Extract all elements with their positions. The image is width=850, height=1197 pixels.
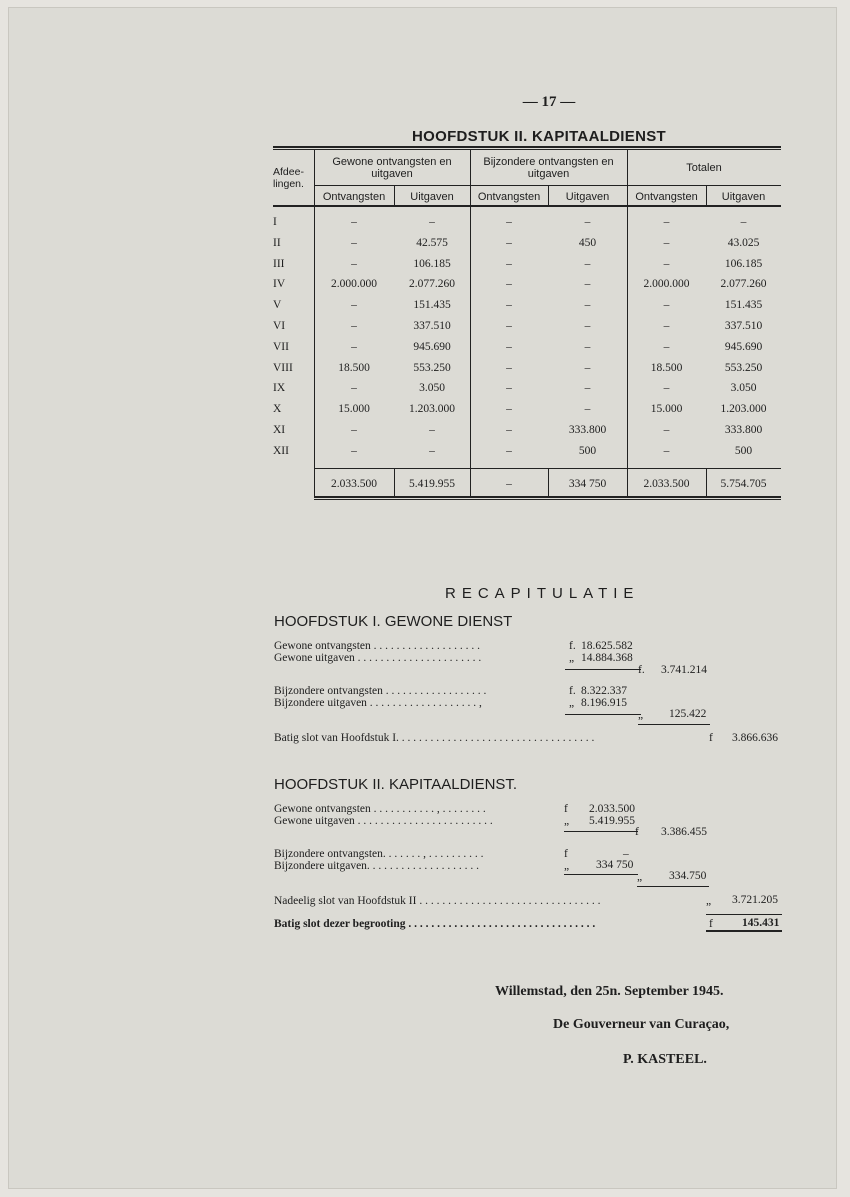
- table-cell: 18.500: [650, 362, 683, 374]
- header-totalen: Totalen: [686, 162, 722, 174]
- header-gewone: Gewone ontvangsten en uitgaven: [332, 156, 452, 180]
- total-cell: 334 750: [568, 478, 607, 490]
- section-2-title: HOOFDSTUK II. KAPITAALDIENST.: [274, 776, 518, 793]
- table-cell: –: [506, 278, 512, 290]
- s2-bijzondere-uitgaven-label: Bijzondere uitgaven. . . . . . . . . . . . . . . . . . . .: [274, 860, 480, 872]
- table-cell: –: [506, 237, 512, 249]
- table-cell: –: [663, 320, 670, 332]
- table-cell: 42.575: [416, 237, 448, 249]
- s1-l1-prefix: f.: [569, 640, 576, 652]
- table-cell: 450: [578, 237, 597, 249]
- table-cell: 15.000: [338, 403, 370, 415]
- row-label: XI: [273, 424, 286, 436]
- table-cell: –: [663, 445, 670, 457]
- table-cell: 106.185: [724, 258, 763, 270]
- table-cell: 106.185: [413, 258, 451, 270]
- s1-sum-rule-3: [638, 724, 710, 725]
- s2-l1-value: 2.033.500: [589, 803, 635, 815]
- sub-ontvangsten-gewone: Ontvangsten: [322, 191, 386, 203]
- table-cell: –: [506, 424, 512, 436]
- s2-gewone-ontvangsten-label: Gewone ontvangsten . . . . . . . . . . . , . . . . . . . .: [274, 803, 486, 815]
- s1-l3-prefix: f.: [569, 685, 576, 697]
- total-cell: 2.033.500: [643, 478, 690, 490]
- table-cell: 1.203.000: [409, 403, 455, 415]
- governor-role: De Gouverneur van Curaçao,: [553, 1017, 730, 1032]
- table-cell: –: [663, 382, 670, 394]
- row-label: III: [273, 258, 285, 270]
- s1-sub1-value: 3.741.214: [661, 664, 707, 676]
- table-cell: –: [740, 216, 747, 228]
- s2-l1-prefix: f: [564, 803, 568, 815]
- s2-sum-rule-2: [564, 874, 638, 875]
- table-cell: –: [663, 299, 670, 311]
- batig-begrooting-prefix: f: [709, 918, 713, 930]
- table-cell: –: [584, 320, 591, 332]
- total-cell: 5.419.955: [409, 478, 455, 490]
- table-cell: –: [351, 258, 357, 270]
- table-cell: –: [584, 362, 591, 374]
- s1-sub2-value: 125.422: [669, 708, 707, 720]
- s2-gewone-uitgaven-label: Gewone uitgaven . . . . . . . . . . . . . . . . . . . . . . . .: [274, 815, 493, 827]
- header-bijzondere: Bijzondere ontvangsten en uitgaven: [483, 156, 614, 180]
- batig-slot-begrooting-label: Batig slot dezer begrooting . . . . . . . . . . . . . . . . . . . . . . . . . . . . . . . . .: [274, 918, 596, 930]
- table-cell: 151.435: [413, 299, 451, 311]
- s2-l3-value: –: [623, 848, 629, 860]
- table-cell: –: [584, 216, 591, 228]
- table-cell: –: [351, 445, 357, 457]
- table-cell: 1.203.000: [720, 403, 767, 415]
- final-rule-bottom: [706, 930, 782, 932]
- s2-sum-rule-1: [564, 831, 638, 832]
- row-label: IX: [273, 382, 286, 394]
- s1-batig-value: 3.866.636: [732, 732, 778, 744]
- s2-l4-value: 334 750: [596, 859, 634, 871]
- table-cell: –: [351, 424, 357, 436]
- table-cell: –: [584, 278, 591, 290]
- total-cell: –: [506, 478, 512, 490]
- table-cell: 2.000.000: [643, 278, 690, 290]
- s2-sub2-prefix: „: [637, 871, 643, 883]
- table-cell: –: [506, 445, 512, 457]
- s1-sum-rule-1: [565, 669, 641, 670]
- table-cell: –: [584, 258, 591, 270]
- document-page: [9, 8, 836, 1188]
- row-label: II: [273, 237, 281, 249]
- table-cell: 553.250: [724, 362, 763, 374]
- table-cell: 43.025: [727, 237, 760, 249]
- total-cell: 5.754.705: [720, 478, 767, 490]
- table-cell: 3.050: [419, 382, 445, 394]
- s1-l2-value: 14.884.368: [581, 652, 633, 664]
- row-label: IV: [273, 278, 286, 290]
- s1-sub1-prefix: f.: [638, 664, 645, 676]
- row-label: VIII: [273, 362, 293, 374]
- row-label: XII: [273, 445, 289, 457]
- table-cell: –: [584, 382, 591, 394]
- table-cell: 500: [578, 445, 597, 457]
- table-cell: –: [663, 258, 670, 270]
- table-cell: 151.435: [724, 299, 763, 311]
- s1-l1-value: 18.625.582: [581, 640, 633, 652]
- sub-uitgaven-totalen: Uitgaven: [721, 191, 766, 203]
- table-cell: –: [429, 424, 435, 436]
- table-cell: 337.510: [413, 320, 451, 332]
- s2-bijzondere-ontvangsten-label: Bijzondere ontvangsten. . . . . . . , . . . . . . . . . .: [274, 848, 484, 860]
- header-afdeelingen: Afdee-lingen.: [273, 166, 304, 190]
- s1-gewone-uitgaven-label: Gewone uitgaven . . . . . . . . . . . . . . . . . . . . . .: [274, 652, 482, 664]
- s2-sub1-prefix: f: [635, 826, 639, 838]
- table-cell: 337.510: [724, 320, 763, 332]
- table-cell: –: [351, 299, 357, 311]
- table-cell: –: [506, 216, 512, 228]
- s1-batig-prefix: f: [709, 732, 713, 744]
- total-cell: 2.033.500: [331, 478, 377, 490]
- row-label: VI: [273, 320, 286, 332]
- table-cell: –: [506, 320, 512, 332]
- table-cell: 333.800: [568, 424, 607, 436]
- table-cell: 3.050: [730, 382, 757, 394]
- header-bottom-rule: [273, 205, 781, 207]
- sub-ontvangsten-totalen: Ontvangsten: [635, 191, 698, 203]
- recap-title: RECAPITULATIE: [445, 585, 640, 602]
- s2-nadeelig-prefix: „: [706, 895, 712, 907]
- table-cell: –: [351, 216, 357, 228]
- s2-l4-prefix: „: [564, 860, 570, 872]
- s2-l2-prefix: „: [564, 815, 570, 827]
- place-date: Willemstad, den 25n. September 1945.: [495, 984, 724, 999]
- sub-uitgaven-gewone: Uitgaven: [410, 191, 454, 203]
- page-number: — 17 —: [522, 94, 576, 110]
- s1-l2-prefix: „: [569, 652, 575, 664]
- sub-uitgaven-bijzondere: Uitgaven: [565, 191, 610, 203]
- table-cell: 2.077.260: [720, 278, 767, 290]
- table-cell: –: [351, 382, 357, 394]
- table-cell: 333.800: [724, 424, 763, 436]
- table-cell: –: [584, 341, 591, 353]
- table-cell: –: [663, 424, 670, 436]
- s2-l2-value: 5.419.955: [589, 815, 635, 827]
- table-cell: 2.000.000: [331, 278, 377, 290]
- row-label: VII: [273, 341, 289, 353]
- table-cell: 2.077.260: [409, 278, 455, 290]
- table-cell: 15.000: [650, 403, 683, 415]
- s2-sum-rule-3: [637, 886, 709, 887]
- s1-l4-prefix: „: [569, 697, 575, 709]
- batig-begrooting-value: 145.431: [742, 917, 780, 929]
- s2-l3-prefix: f: [564, 848, 568, 860]
- sub-ontvangsten-bijzondere: Ontvangsten: [477, 191, 541, 203]
- final-rule-top: [706, 914, 782, 915]
- row-label: X: [273, 403, 282, 415]
- table-title: HOOFDSTUK II. KAPITAALDIENST: [412, 128, 666, 145]
- table-cell: 945.690: [724, 341, 763, 353]
- table-cell: –: [506, 403, 512, 415]
- table-cell: –: [351, 341, 357, 353]
- table-cell: –: [584, 403, 591, 415]
- totals-bottom-rule-2: [314, 499, 781, 500]
- table-cell: –: [584, 299, 591, 311]
- table-cell: –: [663, 216, 670, 228]
- table-cell: 500: [734, 445, 753, 457]
- s1-l4-value: 8.196.915: [581, 697, 627, 709]
- section-1-title: HOOFDSTUK I. GEWONE DIENST: [274, 613, 513, 630]
- row-label: I: [273, 216, 277, 228]
- table-top-rule-2: [273, 149, 781, 150]
- table-cell: 18.500: [338, 362, 370, 374]
- s2-nadeelig-value: 3.721.205: [732, 894, 778, 906]
- table-cell: –: [506, 299, 512, 311]
- table-cell: –: [663, 237, 670, 249]
- table-cell: –: [429, 216, 435, 228]
- table-cell: –: [351, 237, 357, 249]
- table-cell: –: [506, 382, 512, 394]
- table-cell: –: [506, 258, 512, 270]
- s1-sub2-prefix: „: [638, 709, 644, 721]
- s1-batig-slot-label: Batig slot van Hoofdstuk I. . . . . . . . . . . . . . . . . . . . . . . . . . . . . . . . . . .: [274, 732, 595, 744]
- table-top-rule: [273, 146, 781, 148]
- s1-bijzondere-ontvangsten-label: Bijzondere ontvangsten . . . . . . . . . . . . . . . . . .: [274, 685, 487, 697]
- s1-gewone-ontvangsten-label: Gewone ontvangsten . . . . . . . . . . . . . . . . . . .: [274, 640, 481, 652]
- s1-l3-value: 8.322.337: [581, 685, 627, 697]
- table-cell: –: [429, 445, 435, 457]
- row-label: V: [273, 299, 282, 311]
- table-cell: –: [506, 341, 512, 353]
- s2-nadeelig-slot-label: Nadeelig slot van Hoofdstuk II . . . . . . . . . . . . . . . . . . . . . . . . . . . . . . . .: [274, 895, 601, 907]
- table-cell: –: [351, 320, 357, 332]
- s1-bijzondere-uitgaven-label: Bijzondere uitgaven . . . . . . . . . . . . . . . . . . . ,: [274, 697, 482, 709]
- governor-name: P. KASTEEL.: [623, 1052, 707, 1067]
- s1-sum-rule-2: [565, 714, 641, 715]
- table-cell: 553.250: [413, 362, 451, 374]
- table-cell: –: [506, 362, 512, 374]
- table-cell: 945.690: [413, 341, 451, 353]
- s2-sub2-value: 334.750: [669, 870, 707, 882]
- table-cell: –: [663, 341, 670, 353]
- s2-sub1-value: 3.386.455: [661, 826, 707, 838]
